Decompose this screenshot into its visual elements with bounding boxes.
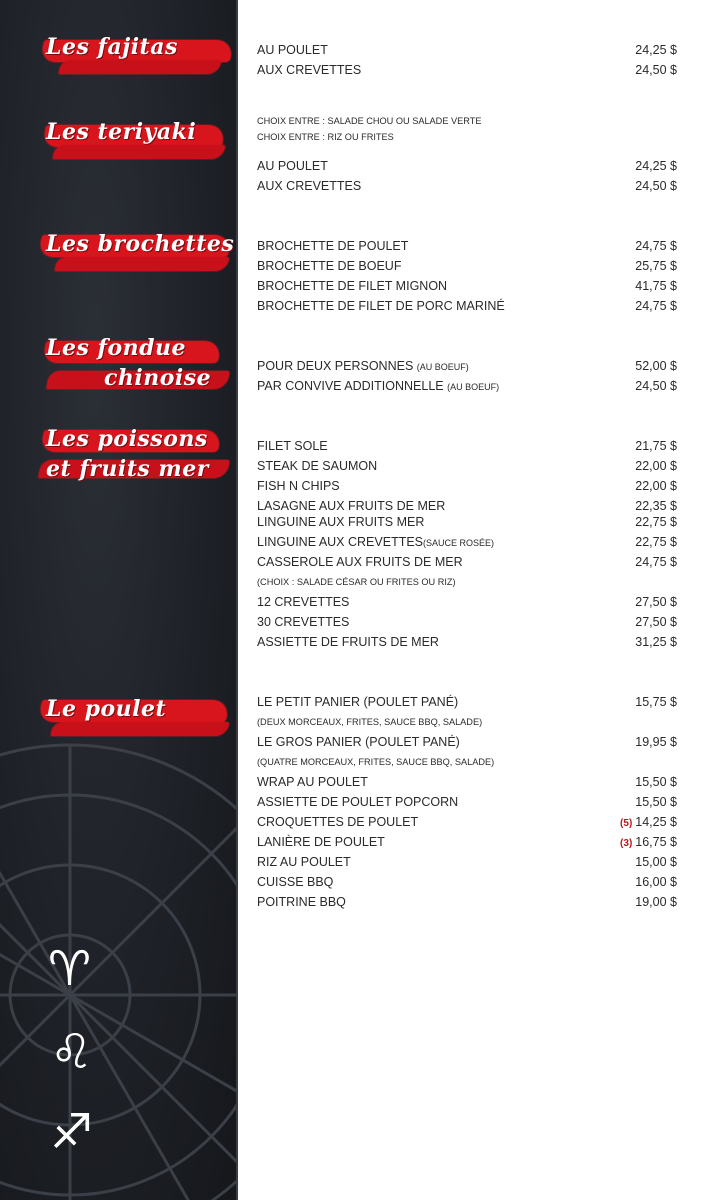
menu-item: POUR DEUX PERSONNES (AU BOEUF) 52,00 $ bbox=[257, 359, 677, 373]
menu-item: FILET SOLE 21,75 $ bbox=[257, 439, 677, 453]
menu-item: STEAK DE SAUMON 22,00 $ bbox=[257, 459, 677, 473]
quantity-badge: (5) bbox=[620, 818, 633, 829]
menu-item: CROQUETTES DE POULET (5) 14,25 $ bbox=[257, 815, 677, 829]
menu-item: CASSEROLE AUX FRUITS DE MER 24,75 $ bbox=[257, 555, 677, 569]
menu-item: RIZ AU POULET 15,00 $ bbox=[257, 855, 677, 869]
poulet-note: (DEUX MORCEAUX, FRITES, SAUCE BBQ, SALADE) bbox=[257, 717, 483, 727]
menu-item: CUISSE BBQ 16,00 $ bbox=[257, 875, 677, 889]
poulet-title: Le poulet bbox=[46, 696, 167, 722]
menu-item: BROCHETTE DE FILET DE PORC MARINÉ 24,75 $ bbox=[257, 299, 677, 313]
section-title-fondue bbox=[0, 333, 236, 393]
fajitas-title: Les fajitas bbox=[46, 34, 178, 60]
poissons-note: (CHOIX : SALADE CÉSAR OU FRITES OU RIZ) bbox=[257, 577, 456, 587]
menu-item: BROCHETTE DE POULET 24,75 $ bbox=[257, 239, 677, 253]
quantity-badge: (3) bbox=[620, 838, 633, 849]
menu-item: POITRINE BBQ 19,00 $ bbox=[257, 895, 677, 909]
teriyaki-note: CHOIX ENTRE : SALADE CHOU OU SALADE VERTE bbox=[257, 116, 482, 126]
menu-item: LASAGNE AUX FRUITS DE MER 22,35 $ bbox=[257, 499, 677, 513]
brochettes-title: Les brochettes bbox=[46, 231, 235, 257]
fondue-title-line1: Les fondue bbox=[46, 335, 187, 361]
menu-item: 12 CREVETTES 27,50 $ bbox=[257, 595, 677, 609]
menu-item: LE GROS PANIER (POULET PANÉ) 19,95 $ bbox=[257, 735, 677, 749]
sagittarius-icon: ♐ bbox=[50, 1104, 94, 1160]
menu-item: BROCHETTE DE BOEUF 25,75 $ bbox=[257, 259, 677, 273]
poulet-note: (QUATRE MORCEAUX, FRITES, SAUCE BBQ, SALADE) bbox=[257, 757, 495, 767]
menu-item: ASSIETTE DE FRUITS DE MER 31,25 $ bbox=[257, 635, 677, 649]
menu-item: AU POULET 24,25 $ bbox=[257, 159, 677, 173]
menu-item: AUX CREVETTES 24,50 $ bbox=[257, 179, 677, 193]
zodiac-wheel-decoration bbox=[0, 735, 238, 1200]
teriyaki-note: CHOIX ENTRE : RIZ OU FRITES bbox=[257, 132, 394, 142]
section-title-poissons bbox=[0, 424, 236, 486]
menu-item: LE PETIT PANIER (POULET PANÉ) 15,75 $ bbox=[257, 695, 677, 709]
teriyaki-title: Les teriyaki bbox=[46, 119, 197, 145]
poissons-title-line2: et fruits mer bbox=[46, 456, 209, 482]
menu-item: 30 CREVETTES 27,50 $ bbox=[257, 615, 677, 629]
menu-item: ASSIETTE DE POULET POPCORN 15,50 $ bbox=[257, 795, 677, 809]
menu-item: LINGUINE AUX FRUITS MER 22,75 $ bbox=[257, 515, 677, 529]
menu-item: PAR CONVIVE ADDITIONNELLE (AU BOEUF) 24,50 $ bbox=[257, 379, 677, 393]
section-title-fajitas bbox=[0, 30, 236, 80]
section-title-poulet bbox=[0, 692, 236, 742]
menu-item: AU POULET 24,25 $ bbox=[257, 43, 677, 57]
menu-sidebar bbox=[0, 0, 238, 1200]
leo-icon: ♌ bbox=[50, 1024, 94, 1080]
aries-icon: ♈ bbox=[48, 941, 92, 997]
menu-item: FISH N CHIPS 22,00 $ bbox=[257, 479, 677, 493]
menu-item: LANIÈRE DE POULET (3) 16,75 $ bbox=[257, 835, 677, 849]
menu-item: LINGUINE AUX CREVETTES(SAUCE ROSÉE) 22,75 $ bbox=[257, 535, 677, 549]
fondue-title-line2: chinoise bbox=[104, 365, 212, 391]
menu-item: BROCHETTE DE FILET MIGNON 41,75 $ bbox=[257, 279, 677, 293]
poissons-title-line1: Les poissons bbox=[46, 426, 208, 452]
menu-item: AUX CREVETTES 24,50 $ bbox=[257, 63, 677, 77]
section-title-brochettes bbox=[0, 227, 236, 282]
menu-item: WRAP AU POULET 15,50 $ bbox=[257, 775, 677, 789]
section-title-teriyaki bbox=[0, 115, 236, 165]
